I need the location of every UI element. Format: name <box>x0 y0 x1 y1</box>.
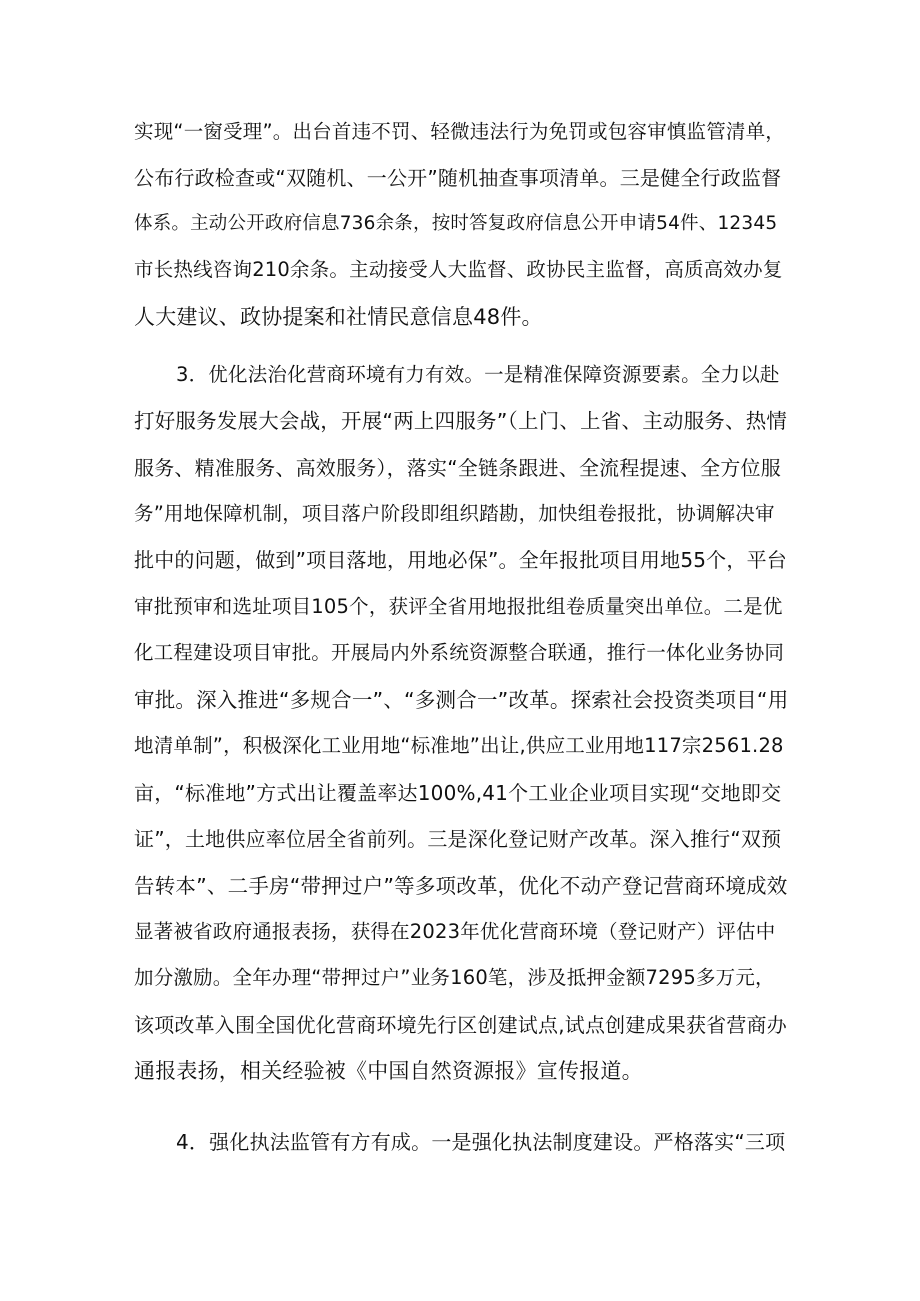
text-line <box>0 726 920 766</box>
text-line <box>0 401 920 441</box>
text-line <box>0 958 920 998</box>
line-text: 化工程建设项目审批。开展局内外系统资源整合联通，推行一体化业务协同 <box>134 641 785 664</box>
text-line <box>0 912 920 952</box>
text-line <box>0 866 920 906</box>
line-text: 公布行政检查或“双随机、一公开”随机抽查事项清单。三是健全行政监督 <box>134 166 782 190</box>
text-line <box>0 773 920 813</box>
text-line <box>0 587 920 627</box>
line-text: 4．强化执法监管有方有成。一是强化执法制度建设。严格落实“三项 <box>176 1130 786 1154</box>
text-line <box>0 1051 920 1091</box>
text-line <box>0 158 920 198</box>
text-line <box>0 204 920 244</box>
line-text: 市长热线咨询210余条。主动接受人大监督、政协民主监督，高质高效办复 <box>134 258 783 281</box>
text-line <box>0 540 920 580</box>
line-text: 批中的问题，做到”项目落地，用地必保”。全年报批项目用地55个，平台 <box>134 548 787 572</box>
text-line <box>0 494 920 534</box>
text-line <box>0 1005 920 1045</box>
line-text: 体系。主动公开政府信息736余条，按时答复政府信息公开申请54件、12345 <box>134 213 778 234</box>
text-line <box>0 448 920 488</box>
text-line <box>0 297 920 337</box>
line-text: 服务、精准服务、高效服务），落实“全链条跟进、全流程提速、全方位服 <box>134 456 781 480</box>
line-text: 该项改革入围全国优化营商环境先行区创建试点,试点创建成果获省营商办 <box>134 1013 787 1037</box>
text-line <box>0 112 920 152</box>
line-text: 实现“一窗受理”。出台首违不罚、轻微违法行为免罚或包容审慎监管清单， <box>134 120 786 143</box>
line-text: 显著被省政府通报表扬，获得在2023年优化营商环境（登记财产）评估中 <box>134 920 776 943</box>
line-text: 地清单制”，积极深化工业用地“标准地”出让,供应工业用地117宗2561.28 <box>134 734 784 757</box>
line-text: 告转本”、二手房“带押过户”等多项改革，优化不动产登记营商环境成效 <box>134 874 788 898</box>
text-line <box>0 1122 920 1162</box>
text-line <box>0 680 920 720</box>
line-text: 亩，“标准地”方式出让覆盖率达100%,41个工业企业项目实现“交地即交 <box>134 781 782 805</box>
text-line <box>0 355 920 395</box>
line-text: 务”用地保障机制，项目落户阶段即组织踏勘，加快组卷报批，协调解决审 <box>134 502 775 525</box>
line-text: 证”，土地供应率位居全省前列。三是深化登记财产改革。深入推行“双预 <box>134 827 782 851</box>
line-text: 加分激励。全年办理“带押过户”业务160笔，涉及抵押金额7295多万元， <box>134 966 775 989</box>
line-text: 3．优化法治化营商环境有力有效。一是精准保障资源要素。全力以赴 <box>176 363 780 386</box>
text-line <box>0 633 920 673</box>
line-text: 通报表扬，相关经验被《中国自然资源报》宣传报道。 <box>134 1059 643 1083</box>
line-text: 人大建议、政协提案和社情民意信息48件。 <box>134 305 543 329</box>
line-text: 审批。深入推进“多规合一”、“多测合一”改革。探索社会投资类项目“用 <box>134 688 789 712</box>
line-text: 打好服务发展大会战，开展“两上四服务”（上门、上省、主动服务、热情 <box>134 409 788 433</box>
text-line <box>0 819 920 859</box>
line-text: 审批预审和选址项目105个，获评全省用地报批组卷质量突出单位。二是优 <box>134 595 783 618</box>
text-line <box>0 250 920 290</box>
